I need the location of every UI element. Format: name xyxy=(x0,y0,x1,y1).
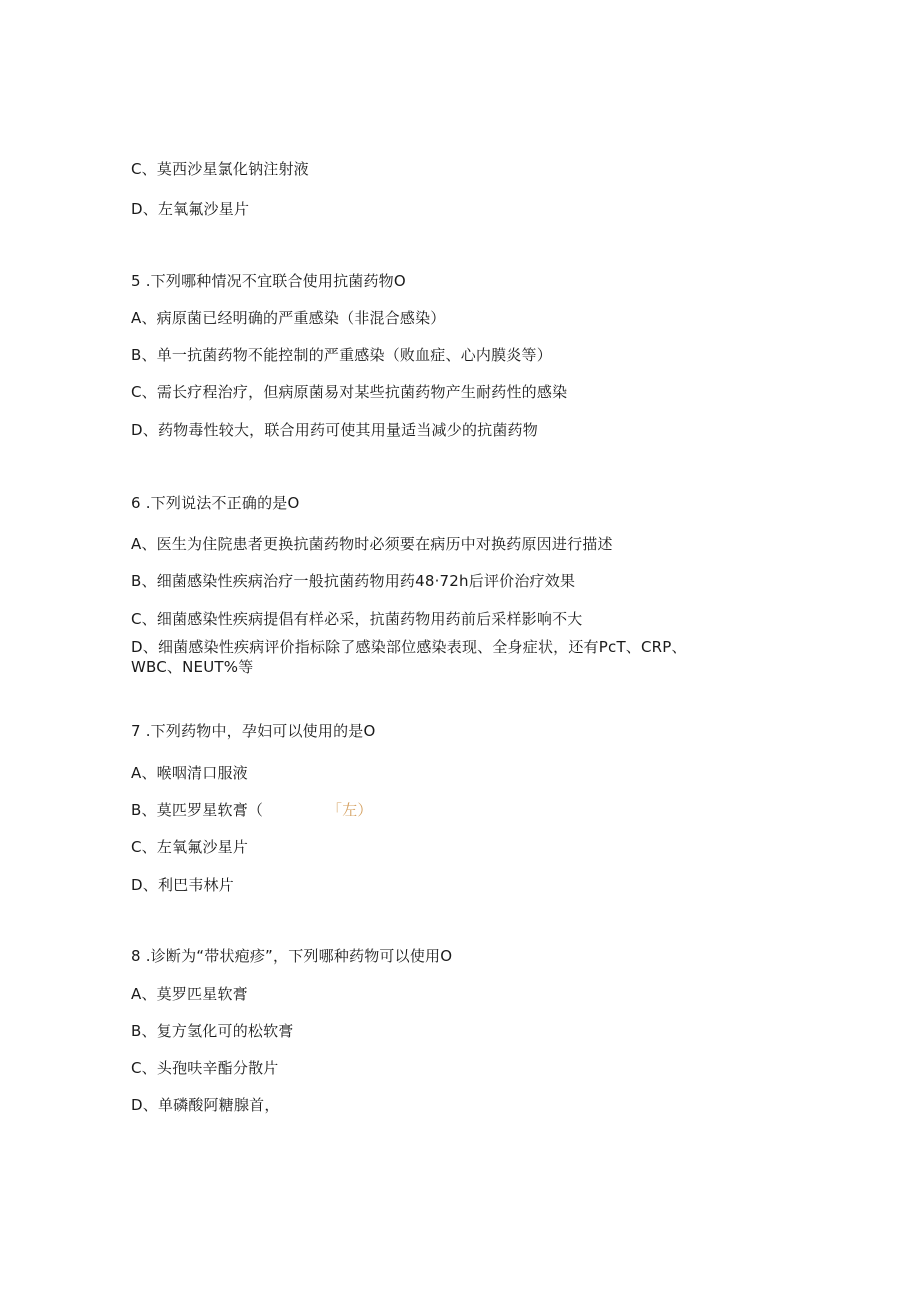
option-b-q6: B、细菌感染性疾病治疗一般抗菌药物用药48·72h后评价治疗效果 xyxy=(131,572,576,590)
question-7: 7 .下列药物中，孕妇可以使用的是O xyxy=(131,722,376,740)
option-c-q8: C、头孢呋辛酯分散片 xyxy=(131,1059,279,1077)
option-d-q8: D、单磷酸阿糖腺首， xyxy=(131,1096,280,1114)
option-a-q5: A、病原菌已经明确的严重感染（非混合感染） xyxy=(131,309,446,327)
question-8: 8 .诊断为“带状疱疹”，下列哪种药物可以使用O xyxy=(131,947,453,965)
option-c-q5: C、需长疗程治疗，但病原菌易对某些抗菌药物产生耐药性的感染 xyxy=(131,383,568,401)
question-6: 6 .下列说法不正确的是O xyxy=(131,494,300,512)
option-d-q6-continued: WBC、NEUT%等 xyxy=(131,658,254,676)
option-c-q6: C、细菌感染性疾病提倡有样必采，抗菌药物用药前后采样影响不大 xyxy=(131,610,583,628)
option-d-q4: D、左氧氟沙星片 xyxy=(131,200,250,218)
option-a-q8: A、莫罗匹星软膏 xyxy=(131,985,248,1003)
faint-annotation: 「左） xyxy=(327,801,373,819)
option-a-q6: A、医生为住院患者更换抗菌药物时必须要在病历中对换药原因进行描述 xyxy=(131,535,613,553)
option-c-q7: C、左氧氟沙星片 xyxy=(131,838,249,856)
option-d-q6: D、细菌感染性疾病评价指标除了感染部位感染表现、全身症状，还有PcT、CRP、 xyxy=(131,638,687,656)
option-b-q8: B、复方氢化可的松软膏 xyxy=(131,1022,294,1040)
option-d-q7: D、利巴韦林片 xyxy=(131,876,234,894)
option-b-q5: B、单一抗菌药物不能控制的严重感染（败血症、心内膜炎等） xyxy=(131,346,552,364)
question-5: 5 .下列哪种情况不宜联合使用抗菌药物O xyxy=(131,272,406,290)
option-c-q4: C、莫西沙星氯化钠注射液 xyxy=(131,160,309,178)
option-a-q7: A、喉咽清口服液 xyxy=(131,764,248,782)
option-b-q7: B、莫匹罗星软膏（ xyxy=(131,801,264,819)
option-d-q5: D、药物毒性较大，联合用药可使其用量适当减少的抗菌药物 xyxy=(131,421,538,439)
